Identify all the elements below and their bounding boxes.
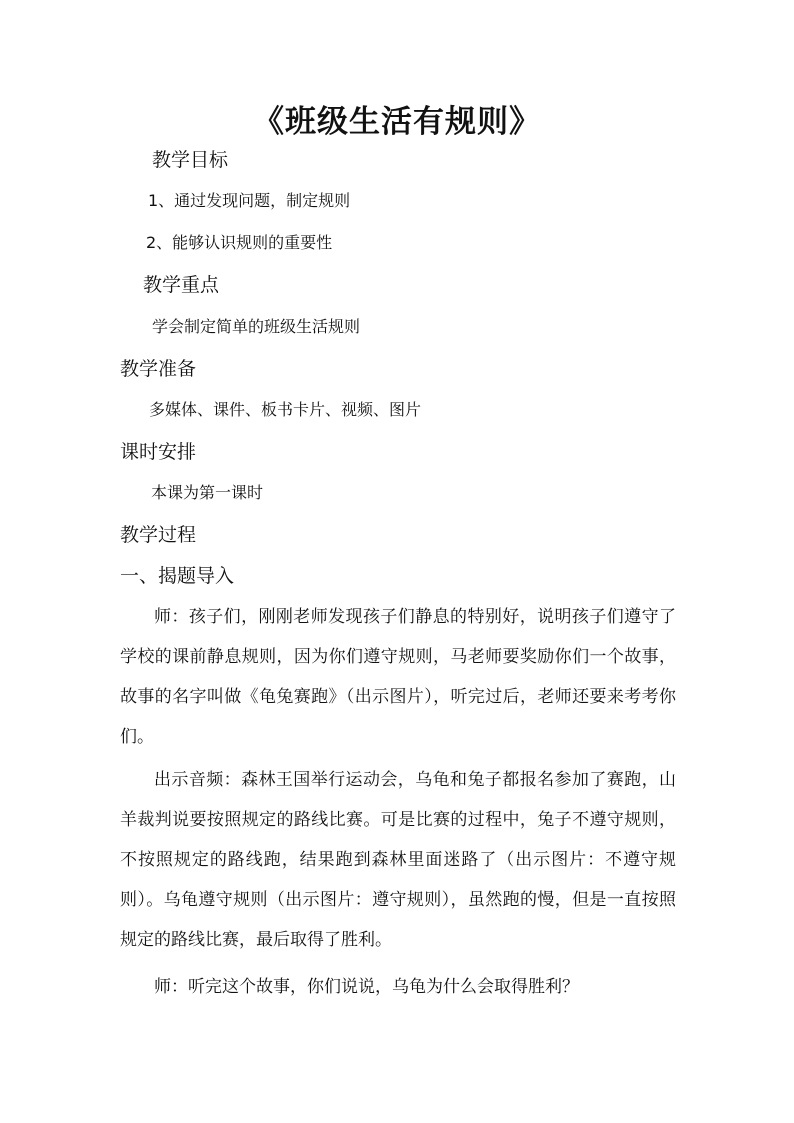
objective-item-1: 1、通过发现问题，制定规则 (148, 191, 351, 210)
preparation-heading: 教学准备 (120, 358, 197, 380)
schedule-text: 本课为第一课时 (151, 483, 264, 502)
document-title: 《班级生活有规则》 (253, 104, 541, 140)
process-subheading: 一、揭题导入 (120, 565, 235, 587)
key-points-text: 学会制定简单的班级生活规则 (152, 317, 361, 336)
preparation-text: 多媒体、课件、板书卡片、视频、图片 (149, 400, 422, 419)
schedule-heading: 课时安排 (120, 441, 197, 463)
paragraph-audio-story: 出示音频：森林王国举行运动会，乌龟和兔子都报名参加了赛跑，山羊裁判说要按照规定的路线比赛。可是比赛的过程中，兔子不遵守规则，不按照规定的路线跑，结果跑到森林里面迷路了（出示图片：不遵守规则）。乌龟遵守规则（出示图片：遵守规则），虽然跑的慢，但是一直按照规定的路线比赛，最后取得了胜利。 (120, 770, 676, 950)
process-heading: 教学过程 (120, 524, 197, 546)
objective-item-2: 2、能够认识规则的重要性 (146, 233, 333, 252)
paragraph-teacher-question: 师：听完这个故事，你们说说，乌龟为什么会取得胜利？ (154, 977, 579, 997)
paragraph-teacher-intro: 师：孩子们，刚刚老师发现孩子们静息的特别好，说明孩子们遵守了学校的课前静息规则，因为你们遵守规则，马老师要奖励你们一个故事，故事的名字叫做《龟兔赛跑》（出示图片），听完过后，老师还要来考考你们。 (120, 607, 676, 747)
key-points-heading: 教学重点 (143, 274, 220, 296)
objectives-heading: 教学目标 (152, 149, 229, 171)
